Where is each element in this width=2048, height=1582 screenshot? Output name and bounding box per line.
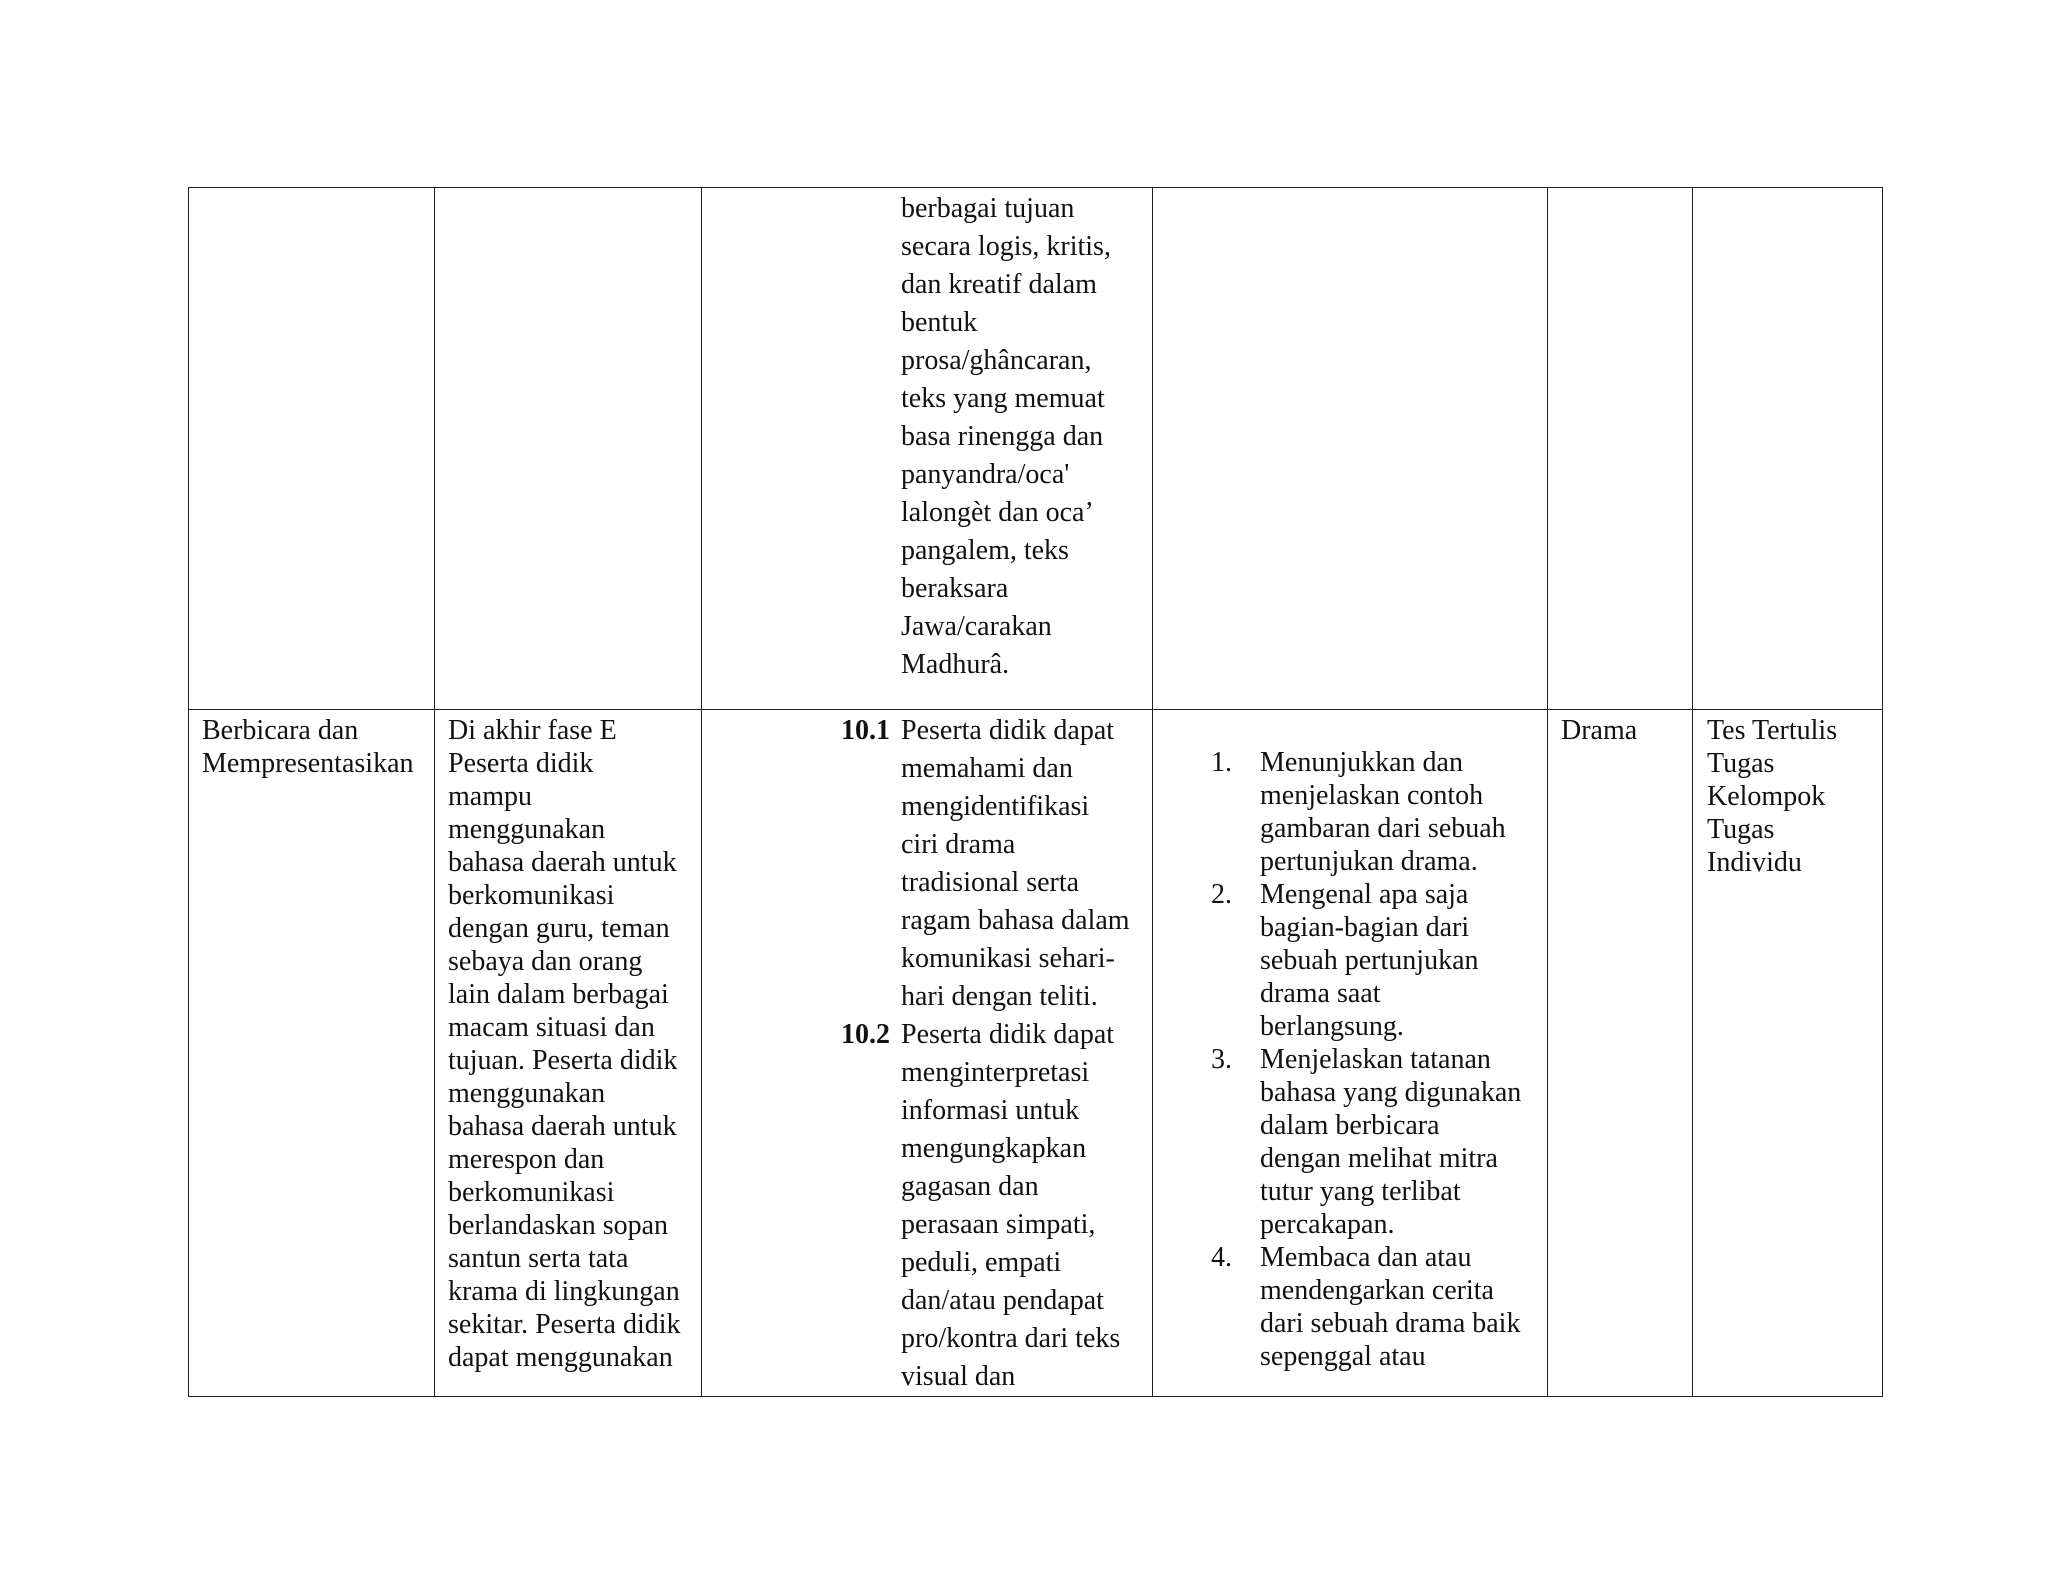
text-line: Madhurâ. [901,649,1010,680]
table-cell [189,188,435,710]
text-line: lain dalam berbagai [448,979,669,1010]
text-line: berlangsung. [1260,1011,1404,1042]
objective-item [702,712,1152,1016]
objective-item [702,1016,1152,1396]
text-line: berkomunikasi [448,880,615,911]
text-line: Di akhir fase E [448,715,617,746]
objective-number: 10.2 [841,1019,890,1050]
table-cell [435,710,702,1397]
text-line: Tugas [1707,814,1775,845]
text-line: dalam berbicara [1260,1110,1440,1141]
text-line: dan/atau pendapat [901,1285,1104,1316]
text-line: bentuk [901,307,978,338]
indicator-item [1153,1043,1547,1241]
indicator-list [1153,710,1547,1373]
text-line: teks yang memuat [901,383,1105,414]
text-line: berlandaskan sopan [448,1210,669,1241]
text-line: bagian-bagian dari [1260,912,1470,943]
text-line: pro/kontra dari teks [901,1323,1121,1354]
text-line: menggunakan [448,814,606,845]
objective-number: 10.1 [841,715,890,746]
text-line: dari sebuah drama baik [1260,1308,1521,1339]
table-cell [1153,188,1548,710]
text-line: perasaan simpati, [901,1209,1096,1240]
indicator-number: 2. [1211,879,1232,910]
text-line: bahasa daerah untuk [448,847,677,878]
table-cell [1548,710,1693,1397]
text-line: Menjelaskan tatanan [1260,1044,1491,1075]
text-line: Tes Tertulis [1707,715,1838,746]
text-line: sekitar. Peserta didik [448,1309,681,1340]
text-line: krama di lingkungan [448,1276,680,1307]
element-text [189,710,434,780]
text-line: Mengenal apa saja [1260,879,1469,910]
text-line: bahasa yang digunakan [1260,1077,1522,1108]
table-cell [1693,188,1883,710]
text-line: mendengarkan cerita [1260,1275,1494,1306]
text-line: pertunjukan drama. [1260,846,1478,877]
indicator-item [1153,746,1547,878]
text-line: secara logis, kritis, [901,231,1111,262]
table-cell [1548,188,1693,710]
text-line: percakapan. [1260,1209,1395,1240]
text-line: tutur yang terlibat [1260,1176,1461,1207]
text-line: Kelompok [1707,781,1826,812]
table-cell [702,710,1153,1397]
text-line: Drama [1561,715,1638,746]
text-line: sebuah pertunjukan [1260,945,1479,976]
text-line: peduli, empati [901,1247,1062,1278]
table-cell [1693,710,1883,1397]
indicator-number: 4. [1211,1242,1232,1273]
text-line: Menunjukkan dan [1260,747,1463,778]
text-line: menggunakan [448,1078,606,1109]
text-line: Individu [1707,847,1802,878]
table-cell [189,710,435,1397]
text-line: sepenggal atau [1260,1341,1426,1372]
text-line: gambaran dari sebuah [1260,813,1506,844]
text-line: Membaca dan atau [1260,1242,1472,1273]
text-line: tradisional serta [901,867,1080,898]
indicator-item [1153,1241,1547,1373]
text-line: Berbicara dan [202,715,359,746]
text-line: menginterpretasi [901,1057,1090,1088]
table-cell [702,188,1153,710]
text-line: panyandra/oca' [901,459,1070,490]
indicator-item [1153,878,1547,1043]
text-line: mengidentifikasi [901,791,1090,822]
text-line: ragam bahasa dalam [901,905,1130,936]
text-line: pangalem, teks [901,535,1069,566]
curriculum-table [188,187,1883,1397]
text-line: dengan guru, teman [448,913,670,944]
text-line: dapat menggunakan [448,1342,673,1373]
text-line: Tugas [1707,748,1775,779]
text-line: macam situasi dan [448,1012,655,1043]
learning-outcome-text [435,710,701,1374]
text-line: visual dan [901,1361,1016,1392]
indicator-number: 1. [1211,747,1232,778]
text-line: Jawa/carakan [901,611,1052,642]
text-line: bahasa daerah untuk [448,1111,677,1142]
table-row [189,710,1883,1397]
text-line: basa rinengga dan [901,421,1104,452]
indicator-number: 3. [1211,1044,1232,1075]
material-text [1548,710,1692,747]
table-cell [435,188,702,710]
text-line: Peserta didik dapat [901,1019,1115,1050]
text-line: gagasan dan [901,1171,1039,1202]
text-line: ciri drama [901,829,1016,860]
text-line: merespon dan [448,1144,605,1175]
text-line: menjelaskan contoh [1260,780,1484,811]
text-line: informasi untuk [901,1095,1080,1126]
text-line: Mempresentasikan [202,748,414,779]
text-line: sebaya dan orang [448,946,643,977]
text-line: mengungkapkan [901,1133,1087,1164]
text-line: memahami dan [901,753,1073,784]
text-line: hari dengan teliti. [901,981,1098,1012]
text-line: Peserta didik dapat [901,715,1115,746]
text-line: dan kreatif dalam [901,269,1097,300]
text-line: beraksara [901,573,1009,604]
text-line: drama saat [1260,978,1381,1009]
table-row [189,188,1883,710]
objective-continuation-text [702,188,1152,684]
text-line: Peserta didik [448,748,594,779]
assessment-text [1693,710,1882,879]
text-line: berbagai tujuan [901,193,1075,224]
text-line: berkomunikasi [448,1177,615,1208]
text-line: prosa/ghâncaran, [901,345,1092,376]
text-line: komunikasi sehari- [901,943,1115,974]
text-line: dengan melihat mitra [1260,1143,1498,1174]
text-line: santun serta tata [448,1243,629,1274]
learning-objectives [702,710,1152,1396]
text-line: mampu [448,781,532,812]
table-cell [1153,710,1548,1397]
text-line: tujuan. Peserta didik [448,1045,678,1076]
text-line: lalongèt dan oca’ [901,497,1094,528]
